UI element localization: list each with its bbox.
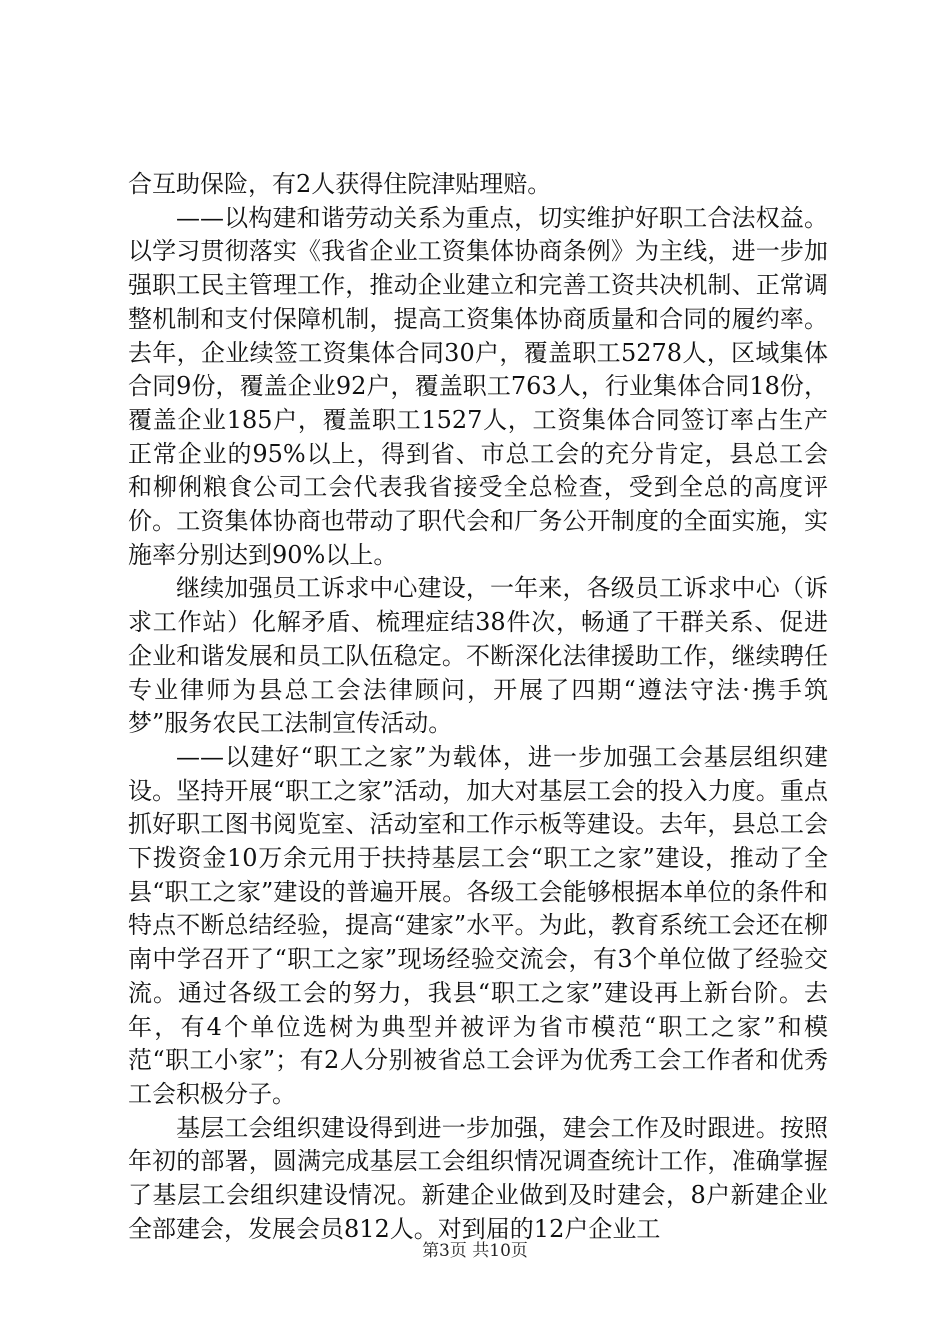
document-body: [128, 168, 828, 1247]
paragraph-appeal-center: 继续加强员工诉求中心建设，一年来，各级员工诉求中心（诉求工作站）化解矛盾、梳理症结38件次，畅通了干群关系、促进企业和谐发展和员工队伍稳定。不断深化法律援助工作，继续聘任专业律师为县总工会法律顾问，开展了四期“遵法守法·携手筑梦”服务农民工法制宣传活动。: [128, 574, 828, 738]
paragraph-grassroots-organization: 基层工会组织建设得到进一步加强，建会工作及时跟进。按照年初的部署，圆满完成基层工会组织情况调查统计工作，准确掌握了基层工会组织建设情况。新建企业做到及时建会，8户新建企业全部建会，发展会员812人。对到届的12户企业工: [128, 1113, 828, 1243]
paragraph-labor-relations: ——以构建和谐劳动关系为重点，切实维护好职工合法权益。以学习贯彻落实《我省企业工资集体协商条例》为主线，进一步加强职工民主管理工作，推动企业建立和完善工资共决机制、正常调整机制和支付保障机制，提高工资集体协商质量和合同的履约率。去年，企业续签工资集体合同30户，覆盖职工5278人，区域集体合同9份，覆盖企业92户，覆盖职工763人，行业集体合同18份，覆盖企业185户，覆盖职工1527人，工资集体合同签订率占生产正常企业的95%以上，得到省、市总工会的充分肯定，县总工会和柳俐粮食公司工会代表我省接受全总检查，受到全总的高度评价。工资集体协商也带动了职代会和厂务公开制度的全面实施，实施率分别达到90%以上。: [128, 203, 828, 569]
paragraph-workers-home: ——以建好“职工之家”为载体，进一步加强工会基层组织建设。坚持开展“职工之家”活动，加大对基层工会的投入力度。重点抓好职工图书阅览室、活动室和工作示板等建设。去年，县总工会下拨资金10万余元用于扶持基层工会“职工之家”建设，推动了全县“职工之家”建设的普遍开展。各级工会能够根据本单位的条件和特点不断总结经验，提高“建家”水平。为此，教育系统工会还在柳南中学召开了“职工之家”现场经验交流会，有3个单位做了经验交流。通过各级工会的努力，我县“职工之家”建设再上新台阶。去年，有4个单位选树为典型并被评为省市模范“职工之家”和模范“职工小家”；有2人分别被省总工会评为优秀工会工作者和优秀工会积极分子。: [128, 742, 828, 1108]
page-footer: 第3页 共10页: [422, 1241, 528, 1261]
paragraph-continuation: 合互助保险，有2人获得住院津贴理赔。: [128, 170, 552, 198]
